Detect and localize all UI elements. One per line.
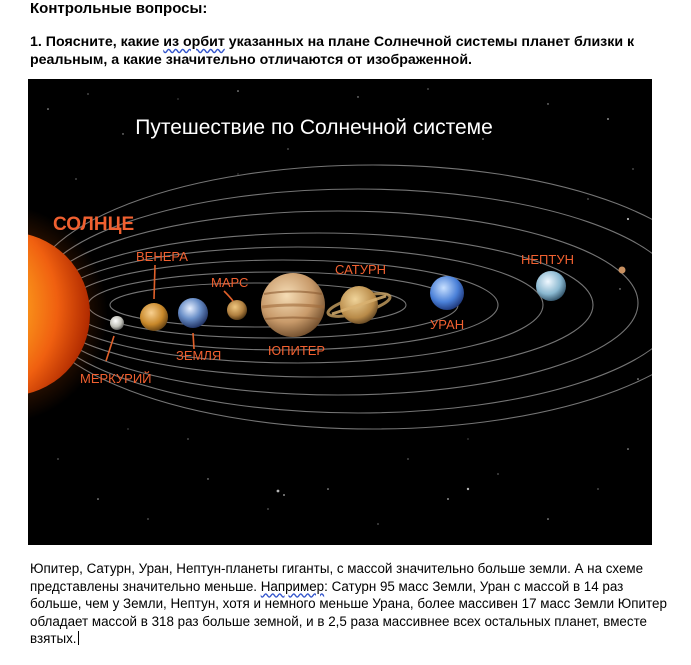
answer-text-end: : Сатурн 95 масс Земли, Уран с массой в 14 раз больше, чем у Земли, Нептун, хотя и немного меньше Урана, более массивен 17 масс Земли Юпитер обладает массой в 318 раз больше земной, и в 2,5 раза массивнее всех остальных планет, вместе взятых. — [30, 578, 667, 647]
sun-label: СОЛНЦЕ — [53, 214, 135, 235]
question-underlined-phrase: из орбит — [163, 34, 225, 50]
text-cursor — [78, 631, 79, 645]
uranus-label: УРАН — [430, 317, 465, 332]
earth-label: ЗЕМЛЯ — [176, 348, 222, 363]
section-heading: Контрольные вопросы: — [30, 0, 208, 17]
jupiter-planet — [261, 273, 325, 337]
uranus-planet — [430, 276, 464, 310]
answer-text-start: Юпитер, Сатурн, Уран, Нептун-планеты гиганты, с массой значительно больше земли. А на схеме представлены значительно меньше. — [30, 561, 644, 594]
answer-text — [30, 560, 670, 648]
venus-planet — [140, 303, 168, 331]
mercury-planet — [110, 316, 124, 330]
pluto-planet — [619, 267, 626, 274]
neptune-label: НЕПТУН — [521, 252, 574, 267]
figure-title: Путешествие по Солнечной системе — [135, 116, 493, 139]
earth-planet — [178, 298, 208, 328]
neptune-planet — [536, 271, 566, 301]
mars-planet — [227, 300, 247, 320]
solar-system-illustration — [28, 79, 652, 545]
mercury-label: МЕРКУРИЙ — [80, 371, 152, 386]
question-text-start: 1. Поясните, какие — [30, 34, 164, 50]
venus-label: ВЕНЕРА — [136, 249, 188, 264]
answer-underlined-word: Например — [260, 578, 325, 594]
mars-label: МАРС — [211, 275, 249, 290]
question-text-end: указанных на плане Солнечной системы планет близки к реальным, а какие значительно отличаются от изображенной. — [30, 34, 635, 68]
jupiter-label: ЮПИТЕР — [268, 343, 326, 358]
question-text — [30, 33, 660, 69]
saturn-label: САТУРН — [335, 262, 387, 277]
